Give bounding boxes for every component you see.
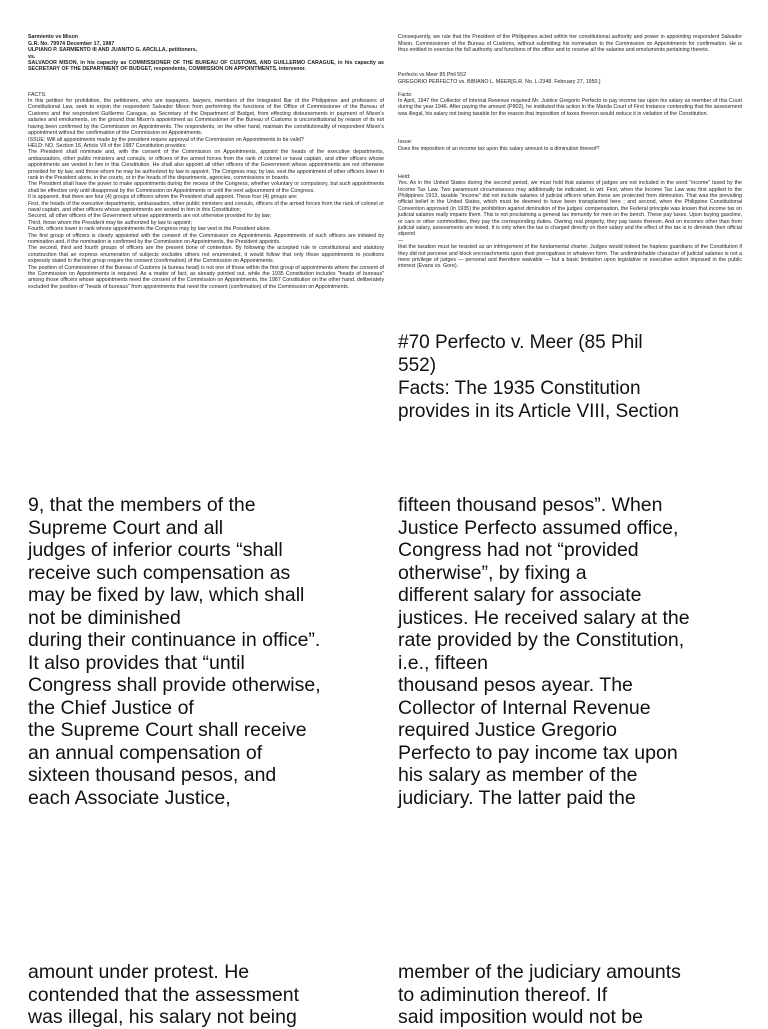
case-header-perfecto: Perfecto vs Meer 85 Phil 552 GREGORIO PERFECTO vs. BIBIANO L. MEER[G.R. No. L-2348. February 27, 1950.] xyxy=(398,72,601,85)
issue-paragraph: Issue: Does the imposition of an income tax upon this salary amount to a diminution thereof? xyxy=(398,139,600,152)
page3-left-column: amount under protest. He contended that the assessment was illegal, his salary not being xyxy=(28,961,300,1028)
case-body-sarmiento: FACTS: In this petition for prohibition, the petitioners, who are taxpayers, lawyers, members of the Integrated Bar of the Philippines and professors of Constitutional Law, seek to enjoin the respondent Salvador Mison from performing the functions of the Office of Commissioner of the Bureau of Customs and the respondent Guillermo Carague, as Secretary of the Department of Budget, from effecting disbursements in payment of Mison's salaries and emoluments, on the ground that Mison's appointment as Commissioner of the Bureau of Customs is unconstitutional by reason of its not having been confirmed by the Commission on Appointments. The respondents, on the other hand, maintain the constitutionality of respondent Mison's appointment without the confirmation of the Commission on Appointments. ISSUE: Will all appointments made by the president require approval of the Commission on Appointments to be valid? HELD: NO. Section 16, Article VII of the 1987 Constitution provides: The President shall nominate and, with the consent of the Commission on Appointments, appoint the heads of the executive departments, ambassadors, other public ministers and consuls, or officers of the armed forces from the rank of colonel or naval captain, and other officers whose appointments are vested in him in this Constitution. He shall also appoint all other officers of the Government whose appointments are not otherwise provided for by law, and those whom he may be authorized by law to appoint. The Congress may, by law, vest the appointment of other officers lower in rank in the President alone, in the courts, or in the heads of the departments, agencies, commissions or boards. The President shall have the power to make appointments during the recess of the Congress, whether voluntary or compulsory, but such appointments shall be effective only until disapproval by the Commission on Appointments or until the next adjournment of the Congress. It is apparent, that there are four (4) groups of officers whom the President shall appoint. These four (4) groups are: First, the heads of the executive departments, ambassadors, other public ministers and consuls, officers of the armed forces from the rank of colonel or naval captain, and other officers whose appointments are vested in him in this Constitution; Second, all other officers of the Government whose appointments are not otherwise provided for by law; Third, those whom the President may be authorized by law to appoint; Fourth, officers lower in rank whose appointments the Congress may by law vest in the President alone. The first group of officers is clearly appointed with the consent of the Commission on Appointments. Appointments of such officers are initiated by nomination and, if the nomination is confirmed by the Commission on Appointments, the President appoints. The second, third and fourth groups of officers are the present bone of contention. By following the accepted rule in constitutional and statutory construction that an express enumeration of subjects excludes others not enumerated, it would follow that only those appointments to positions expressly stated in the first group require the consent (confirmation) of the Commission on Appointments. The position of Commissioner of the Bureau of Customs (a bureau head) is not one of those within the first group of appointments where the consent of the Commission on Appointments is required. As a matter of fact, as already pointed out, while the 1935 Constitution includes "heads of bureaus" among those officers whose appointments need the consent of the Commission on Appointments, the 1987 Constitution on the other hand, deliberately excluded the position of "heads of bureaus" from appointments that need the consent (confirmation) of the Commission on Appointments. xyxy=(28,91,384,290)
left-small-column xyxy=(28,28,384,297)
page2-left-column: 9, that the members of the Supreme Court and all judges of inferior courts “shall receive such compensation as may be fixed by law, which shall not be diminished during their continuance in office”. It also provides that “until Congress shall provide otherwise, the Chief Justice of the Supreme Court shall receive an annual compensation of sixteen thousand pesos, and each Associate Justice, xyxy=(28,494,321,809)
large-heading-block: #70 Perfecto v. Meer (85 Phil 552) Facts: The 1935 Constitution provides in its Article VIII, Section xyxy=(398,332,679,422)
case-header-sarmiento: Sarmiento vs Mison G.R. No. 79974 December 17, 1987 ULPIANO P. SARMIENTO III AND JUANITO G. ARCILLA, petitioners, vs. SALVADOR MISON, in his capacity as COMMISSIONER OF THE BUREAU OF CUSTOMS, AND GUILLERMO CARAGUE, in his capacity as SECRETARY OF THE DEPARTMENT OF BUDGET, respondents, COMMISSION ON APPOINTMENTS, intervenor. xyxy=(28,34,384,73)
sarmiento-ruling-paragraph: Consequently, we rule that the President of the Philippines acted within her constitutional authority and power in appointing respondent Salvador Mison, Commissioner of the Bureau of Customs, without submitting his nomination to the Commission on Appointments for confirmation. He is thus entitled to exercise the full authority and functions of the office and to receive all the salaries and emoluments pertaining thereto. xyxy=(398,34,742,54)
page2-right-column: fifteen thousand pesos”. When Justice Perfecto assumed office, Congress had not “provided otherwise”, by fixing a different salary for associate justices. He received salary at the rate provided by the Constitution, i.e., fifteen thousand pesos ayear. The Collector of Internal Revenue required Justice Gregorio Perfecto to pay income tax upon his salary as member of the judiciary. The latter paid the xyxy=(398,494,690,809)
page3-right-column: member of the judiciary amounts to adiminution thereof. If said imposition would not be xyxy=(398,961,681,1028)
right-small-column xyxy=(398,28,742,276)
facts-paragraph: Facts: In April, 1947 the Collector of Internal Revenue required Mr. Justice Gregorio Perfecto to pay income tax upon his salary as member of this Court during the year 1946. After paying the amount (P802), he instituted this action in the Manila Court of First Instance contending that the assessment was illegal, his salary not being taxable for the reason that imposition of taxes thereon would reduce it in violation of the Constitution. xyxy=(398,91,742,117)
held-paragraph: Held: Yes. As in the United States during the second period, we must hold that salaries of judges are not included in the word "income" taxed by the Income Tax Law. Two paramount circumstances may additionally be indicated, to wit: First, when the Income Tax Law was first applied to the Philippines 1913, taxable "income" did not include salaries of judicial officers when these are protected from diminution. That was the prevailing official belief in the United States, which must be deemed to have been transplanted here ; and second, when the Philippine Constitutional Convention approved (in 1935) the prohibition against diminution of the judges' compensation, the Federal principle was known that income tax on judicial salaries really impairs them. This is not proclaiming a general tax immunity for men on the bench. These pay taxes. Upon buying gasoline, or cars or other commodities, they pay the corresponding duties. Owning real property, they pay taxes thereon. And on incomes other than from judicial salary, assessments are levied. It is only when the tax is charged directly on their salary and the effect of the tax is to diminish their official stipend — that the taxation must be resisted as an infringement of the fundamental charter. Judges would indeed be hapless guardians of the Constitution if they did not perceive and block encroachments upon their prerogatives in whatever form. The undiminishable character of judicial salaries is not a mere privilege of judges — personal and therefore waivable — but a basic limitation upon legislative or executive action imposed in the public interest (Evans vs. Gore). xyxy=(398,173,742,270)
